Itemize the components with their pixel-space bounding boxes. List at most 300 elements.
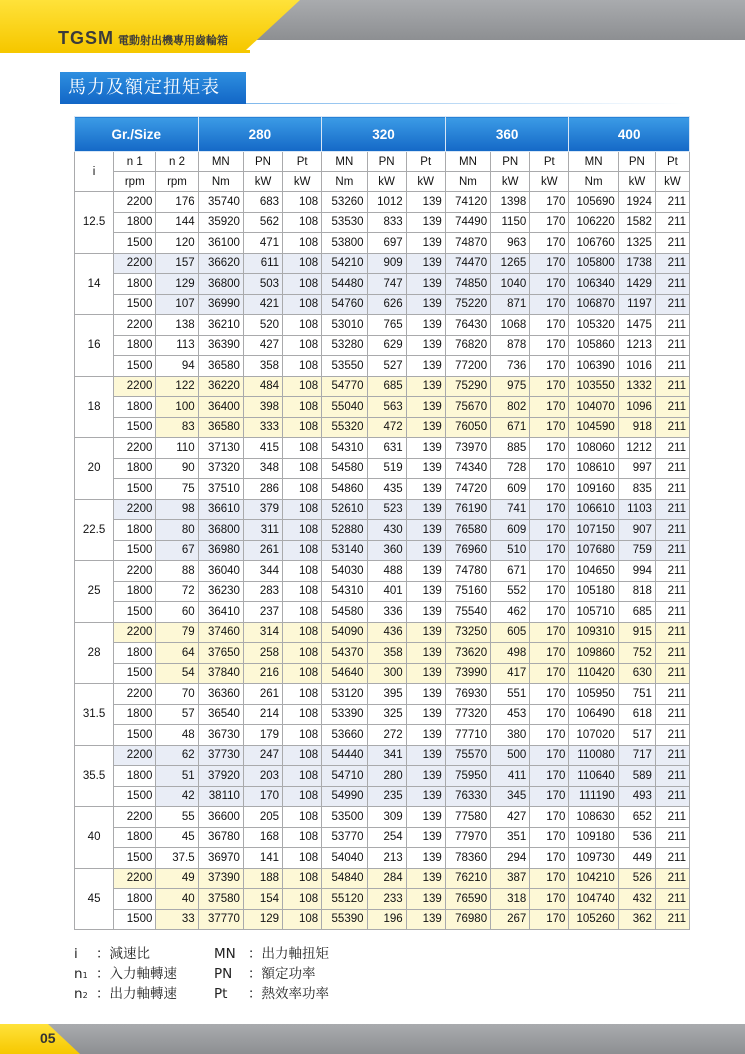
- table-cell: 54310: [322, 438, 367, 459]
- table-cell: 519: [367, 458, 406, 479]
- legend-separator: ：: [96, 946, 110, 962]
- table-cell: 36230: [198, 581, 243, 602]
- table-cell: 1924: [618, 192, 655, 213]
- unit-kw: kW: [367, 172, 406, 192]
- unit-kw: kW: [618, 172, 655, 192]
- table-cell: 74850: [445, 274, 490, 295]
- table-cell: 1800: [114, 335, 156, 356]
- legend-text: 熱效率功率: [261, 986, 329, 1002]
- table-cell: 2200: [114, 807, 156, 828]
- table-cell: 247: [243, 745, 282, 766]
- table-cell: 170: [530, 827, 569, 848]
- table-cell: 139: [406, 417, 445, 438]
- table-cell: 105950: [569, 684, 618, 705]
- table-cell: 53550: [322, 356, 367, 377]
- table-cell: 835: [618, 479, 655, 500]
- table-cell: 139: [406, 253, 445, 274]
- col-header-pn: PN: [618, 152, 655, 172]
- table-cell: 344: [243, 561, 282, 582]
- table-cell: 170: [530, 725, 569, 746]
- table-cell: 53530: [322, 212, 367, 233]
- table-cell: 103550: [569, 376, 618, 397]
- legend-symbol: [214, 964, 248, 986]
- table-cell: 1213: [618, 335, 655, 356]
- table-cell: 76980: [445, 909, 490, 930]
- table-cell: 53120: [322, 684, 367, 705]
- table-cell: 54440: [322, 745, 367, 766]
- table-cell: 1800: [114, 520, 156, 541]
- table-cell: 139: [406, 622, 445, 643]
- table-cell: 36580: [198, 356, 243, 377]
- table-row: [75, 397, 690, 418]
- table-cell: 80: [156, 520, 198, 541]
- table-cell: 54860: [322, 479, 367, 500]
- table-cell: 38110: [198, 786, 243, 807]
- table-cell: 37840: [198, 663, 243, 684]
- table-cell: 104740: [569, 889, 618, 910]
- table-cell: 108: [283, 540, 322, 561]
- table-cell: 975: [491, 376, 530, 397]
- table-cell: 108: [283, 807, 322, 828]
- table-cell: 261: [243, 684, 282, 705]
- col-header-n2: n 2: [156, 152, 198, 172]
- table-cell: 1265: [491, 253, 530, 274]
- table-cell: 652: [618, 807, 655, 828]
- table-cell: 170: [530, 766, 569, 787]
- table-cell: 40: [156, 889, 198, 910]
- table-cell: 401: [367, 581, 406, 602]
- table-cell: 527: [367, 356, 406, 377]
- table-cell: 139: [406, 807, 445, 828]
- table-cell: 104070: [569, 397, 618, 418]
- col-header-pt: Pt: [283, 152, 322, 172]
- legend-symbol: [214, 944, 248, 966]
- table-cell: 54090: [322, 622, 367, 643]
- table-cell: 37390: [198, 868, 243, 889]
- table-cell: 211: [655, 458, 689, 479]
- table-cell: 108: [283, 458, 322, 479]
- table-cell: 74120: [445, 192, 490, 213]
- table-cell: 211: [655, 704, 689, 725]
- table-cell: 1016: [618, 356, 655, 377]
- table-cell: 170: [530, 704, 569, 725]
- table-cell: 258: [243, 643, 282, 664]
- table-cell: 54370: [322, 643, 367, 664]
- table-cell: 170: [530, 479, 569, 500]
- col-header-pt: Pt: [530, 152, 569, 172]
- table-cell: 170: [530, 889, 569, 910]
- table-cell: 55390: [322, 909, 367, 930]
- table-cell: 144: [156, 212, 198, 233]
- table-cell: 54580: [322, 602, 367, 623]
- table-cell: 36360: [198, 684, 243, 705]
- table-cell: 211: [655, 520, 689, 541]
- table-cell: 211: [655, 212, 689, 233]
- table-cell: 211: [655, 315, 689, 336]
- table-cell: 36100: [198, 233, 243, 254]
- table-cell: 107: [156, 294, 198, 315]
- table-cell: 294: [491, 848, 530, 869]
- table-cell: 631: [367, 438, 406, 459]
- table-cell: 108: [283, 868, 322, 889]
- table-cell: 108: [283, 684, 322, 705]
- table-cell: 53260: [322, 192, 367, 213]
- legend-symbol-text: i: [74, 946, 78, 962]
- table-cell: 432: [618, 889, 655, 910]
- table-row: [75, 253, 690, 274]
- table-cell: 75: [156, 479, 198, 500]
- legend-text: 出力軸轉速: [109, 986, 177, 1002]
- table-cell: 170: [530, 212, 569, 233]
- table-cell: 36610: [198, 499, 243, 520]
- table-cell: 462: [491, 602, 530, 623]
- table-cell: 387: [491, 868, 530, 889]
- table-row: [75, 417, 690, 438]
- table-cell: 915: [618, 622, 655, 643]
- table-cell: 380: [491, 725, 530, 746]
- table-cell: 237: [243, 602, 282, 623]
- table-cell: 170: [530, 848, 569, 869]
- table-cell: 284: [367, 868, 406, 889]
- table-cell: 1429: [618, 274, 655, 295]
- table-cell: 471: [243, 233, 282, 254]
- table-cell: 818: [618, 581, 655, 602]
- table-cell: 261: [243, 540, 282, 561]
- table-cell: 36540: [198, 704, 243, 725]
- table-cell: 108: [283, 663, 322, 684]
- table-cell: 211: [655, 663, 689, 684]
- table-row: [75, 725, 690, 746]
- table-cell: 170: [530, 602, 569, 623]
- table-cell: 1096: [618, 397, 655, 418]
- table-cell: 36390: [198, 335, 243, 356]
- table-cell: 106870: [569, 294, 618, 315]
- table-cell: 280: [367, 766, 406, 787]
- table-cell: 1475: [618, 315, 655, 336]
- table-cell: 157: [156, 253, 198, 274]
- section-title: 馬力及額定扭矩表: [60, 72, 246, 104]
- table-cell: 45: [156, 827, 198, 848]
- table-cell: 170: [530, 192, 569, 213]
- unit-nm: Nm: [322, 172, 367, 192]
- table-cell: 1040: [491, 274, 530, 295]
- table-cell: 139: [406, 786, 445, 807]
- unit-rpm: rpm: [114, 172, 156, 192]
- table-cell: 139: [406, 479, 445, 500]
- table-cell: 108: [283, 643, 322, 664]
- table-cell: 1103: [618, 499, 655, 520]
- table-cell: 139: [406, 294, 445, 315]
- table-cell: 994: [618, 561, 655, 582]
- table-cell: 589: [618, 766, 655, 787]
- table-cell: 54210: [322, 253, 367, 274]
- table-cell: 697: [367, 233, 406, 254]
- table-cell: 54760: [322, 294, 367, 315]
- table-cell: 1500: [114, 356, 156, 377]
- table-cell: 453: [491, 704, 530, 725]
- table-cell: 108: [283, 704, 322, 725]
- table-cell: 108: [283, 561, 322, 582]
- table-cell: 37130: [198, 438, 243, 459]
- table-cell: 314: [243, 622, 282, 643]
- table-cell: 211: [655, 499, 689, 520]
- table-row: [75, 663, 690, 684]
- table-cell: 108: [283, 581, 322, 602]
- table-cell: 871: [491, 294, 530, 315]
- table-cell: 109180: [569, 827, 618, 848]
- table-cell: 139: [406, 561, 445, 582]
- unit-nm: Nm: [198, 172, 243, 192]
- table-cell: 139: [406, 602, 445, 623]
- table-row: [75, 745, 690, 766]
- table-cell: 1500: [114, 294, 156, 315]
- table-cell: 73970: [445, 438, 490, 459]
- table-cell: 211: [655, 397, 689, 418]
- table-cell: 110080: [569, 745, 618, 766]
- table-cell: 139: [406, 889, 445, 910]
- table-cell: 36980: [198, 540, 243, 561]
- table-cell: 76050: [445, 417, 490, 438]
- table-cell: 2200: [114, 253, 156, 274]
- table-cell: 671: [491, 417, 530, 438]
- table-cell: 36040: [198, 561, 243, 582]
- gr-size-header: Gr./Size: [75, 117, 199, 152]
- table-cell: 108: [283, 376, 322, 397]
- table-cell: 1500: [114, 848, 156, 869]
- table-cell: 609: [491, 479, 530, 500]
- table-cell: 472: [367, 417, 406, 438]
- table-cell: 141: [243, 848, 282, 869]
- table-row: [75, 479, 690, 500]
- table-cell: 2200: [114, 192, 156, 213]
- table-cell: 77710: [445, 725, 490, 746]
- table-cell: 54840: [322, 868, 367, 889]
- table-cell: 107020: [569, 725, 618, 746]
- table-cell: 526: [618, 868, 655, 889]
- table-cell: 70: [156, 684, 198, 705]
- table-cell: 105860: [569, 335, 618, 356]
- ratio-cell: 12.5: [75, 192, 114, 254]
- table-cell: 48: [156, 725, 198, 746]
- table-cell: 55320: [322, 417, 367, 438]
- col-header-pt: Pt: [406, 152, 445, 172]
- table-cell: 104210: [569, 868, 618, 889]
- table-cell: 1800: [114, 458, 156, 479]
- table-cell: 108: [283, 745, 322, 766]
- table-cell: 411: [491, 766, 530, 787]
- table-cell: 139: [406, 868, 445, 889]
- table-row: [75, 356, 690, 377]
- ratio-cell: 14: [75, 253, 114, 315]
- table-cell: 107150: [569, 520, 618, 541]
- table-cell: 1398: [491, 192, 530, 213]
- table-cell: 129: [243, 909, 282, 930]
- table-cell: 211: [655, 725, 689, 746]
- table-cell: 139: [406, 376, 445, 397]
- table-cell: 1800: [114, 397, 156, 418]
- table-cell: 105690: [569, 192, 618, 213]
- table-cell: 54580: [322, 458, 367, 479]
- table-cell: 53800: [322, 233, 367, 254]
- table-cell: 176: [156, 192, 198, 213]
- table-cell: 113: [156, 335, 198, 356]
- table-cell: 211: [655, 438, 689, 459]
- brand-subtitle: 電動射出機專用齒輪箱: [118, 34, 228, 47]
- table-cell: 318: [491, 889, 530, 910]
- legend-symbol-text: MN: [214, 946, 236, 962]
- table-cell: 105260: [569, 909, 618, 930]
- legend-text: 出力軸扭矩: [261, 946, 329, 962]
- col-header-mn: MN: [445, 152, 490, 172]
- table-cell: 170: [530, 233, 569, 254]
- table-cell: 1500: [114, 909, 156, 930]
- table-cell: 168: [243, 827, 282, 848]
- table-row: [75, 827, 690, 848]
- table-cell: 108: [283, 889, 322, 910]
- table-cell: 108: [283, 335, 322, 356]
- table-cell: 139: [406, 315, 445, 336]
- col-header-pn: PN: [243, 152, 282, 172]
- table-cell: 286: [243, 479, 282, 500]
- size-header-360: 360: [445, 117, 569, 152]
- legend-item: [74, 984, 224, 1004]
- table-cell: 325: [367, 704, 406, 725]
- table-cell: 108: [283, 520, 322, 541]
- table-cell: 37460: [198, 622, 243, 643]
- table-cell: 108: [283, 253, 322, 274]
- table-cell: 60: [156, 602, 198, 623]
- table-cell: 300: [367, 663, 406, 684]
- table-cell: 139: [406, 335, 445, 356]
- table-cell: 728: [491, 458, 530, 479]
- table-cell: 170: [530, 745, 569, 766]
- table-cell: 106340: [569, 274, 618, 295]
- table-cell: 36800: [198, 274, 243, 295]
- table-cell: 62: [156, 745, 198, 766]
- table-cell: 108: [283, 766, 322, 787]
- table-cell: 235: [367, 786, 406, 807]
- table-cell: 110640: [569, 766, 618, 787]
- table-row: [75, 540, 690, 561]
- table-cell: 139: [406, 848, 445, 869]
- legend-column-right: [214, 944, 434, 1004]
- table-cell: 2200: [114, 684, 156, 705]
- table-cell: 336: [367, 602, 406, 623]
- table-row: [75, 868, 690, 889]
- table-cell: 74780: [445, 561, 490, 582]
- legend-item: [74, 944, 224, 964]
- table-cell: 120: [156, 233, 198, 254]
- table-cell: 72: [156, 581, 198, 602]
- table-cell: 170: [530, 315, 569, 336]
- table-cell: 510: [491, 540, 530, 561]
- table-cell: 395: [367, 684, 406, 705]
- table-cell: 139: [406, 274, 445, 295]
- legend-item: [74, 964, 224, 984]
- legend-item: [214, 984, 434, 1004]
- legend-separator: ：: [248, 966, 262, 982]
- table-row: [75, 704, 690, 725]
- table-cell: 35920: [198, 212, 243, 233]
- table-cell: 415: [243, 438, 282, 459]
- table-cell: 67: [156, 540, 198, 561]
- table-cell: 311: [243, 520, 282, 541]
- table-cell: 54990: [322, 786, 367, 807]
- table-cell: 154: [243, 889, 282, 910]
- table-cell: 1800: [114, 827, 156, 848]
- table-cell: 751: [618, 684, 655, 705]
- table-cell: 2200: [114, 745, 156, 766]
- table-cell: 2200: [114, 376, 156, 397]
- table-cell: 272: [367, 725, 406, 746]
- table-cell: 211: [655, 233, 689, 254]
- table-row: [75, 786, 690, 807]
- table-cell: 53280: [322, 335, 367, 356]
- table-cell: 211: [655, 417, 689, 438]
- table-cell: 139: [406, 192, 445, 213]
- table-cell: 1500: [114, 479, 156, 500]
- table-cell: 170: [530, 417, 569, 438]
- legend-symbol: [214, 984, 248, 1006]
- table-cell: 885: [491, 438, 530, 459]
- table-cell: 170: [530, 458, 569, 479]
- table-cell: 233: [367, 889, 406, 910]
- table-cell: 563: [367, 397, 406, 418]
- table-cell: 36600: [198, 807, 243, 828]
- table-cell: 108610: [569, 458, 618, 479]
- size-header-320: 320: [322, 117, 446, 152]
- table-cell: 211: [655, 827, 689, 848]
- table-cell: 94: [156, 356, 198, 377]
- table-row: [75, 561, 690, 582]
- table-cell: 1500: [114, 540, 156, 561]
- table-cell: 752: [618, 643, 655, 664]
- table-cell: 170: [530, 663, 569, 684]
- header-accent-line: [0, 50, 250, 53]
- table-cell: 348: [243, 458, 282, 479]
- legend-symbol-subscript: 2: [82, 991, 88, 1000]
- table-cell: 36220: [198, 376, 243, 397]
- table-row: [75, 643, 690, 664]
- table-cell: 430: [367, 520, 406, 541]
- table-cell: 37730: [198, 745, 243, 766]
- table-cell: 170: [530, 909, 569, 930]
- table-cell: 551: [491, 684, 530, 705]
- page-number: 05: [40, 1030, 56, 1046]
- table-cell: 211: [655, 540, 689, 561]
- table-cell: 341: [367, 745, 406, 766]
- table-cell: 503: [243, 274, 282, 295]
- table-row: [75, 581, 690, 602]
- table-cell: 213: [367, 848, 406, 869]
- table-cell: 36990: [198, 294, 243, 315]
- legend-symbol: [74, 944, 96, 966]
- footer-bar: [0, 1024, 745, 1054]
- table-row: [75, 335, 690, 356]
- col-header-n1: n 1: [114, 152, 156, 172]
- table-cell: 108: [283, 192, 322, 213]
- table-row: [75, 438, 690, 459]
- col-header-mn: MN: [569, 152, 618, 172]
- table-cell: 139: [406, 397, 445, 418]
- table-cell: 36800: [198, 520, 243, 541]
- table-cell: 105180: [569, 581, 618, 602]
- table-cell: 214: [243, 704, 282, 725]
- table-row: [75, 233, 690, 254]
- power-torque-table: [74, 116, 690, 930]
- table-cell: 76930: [445, 684, 490, 705]
- table-cell: 421: [243, 294, 282, 315]
